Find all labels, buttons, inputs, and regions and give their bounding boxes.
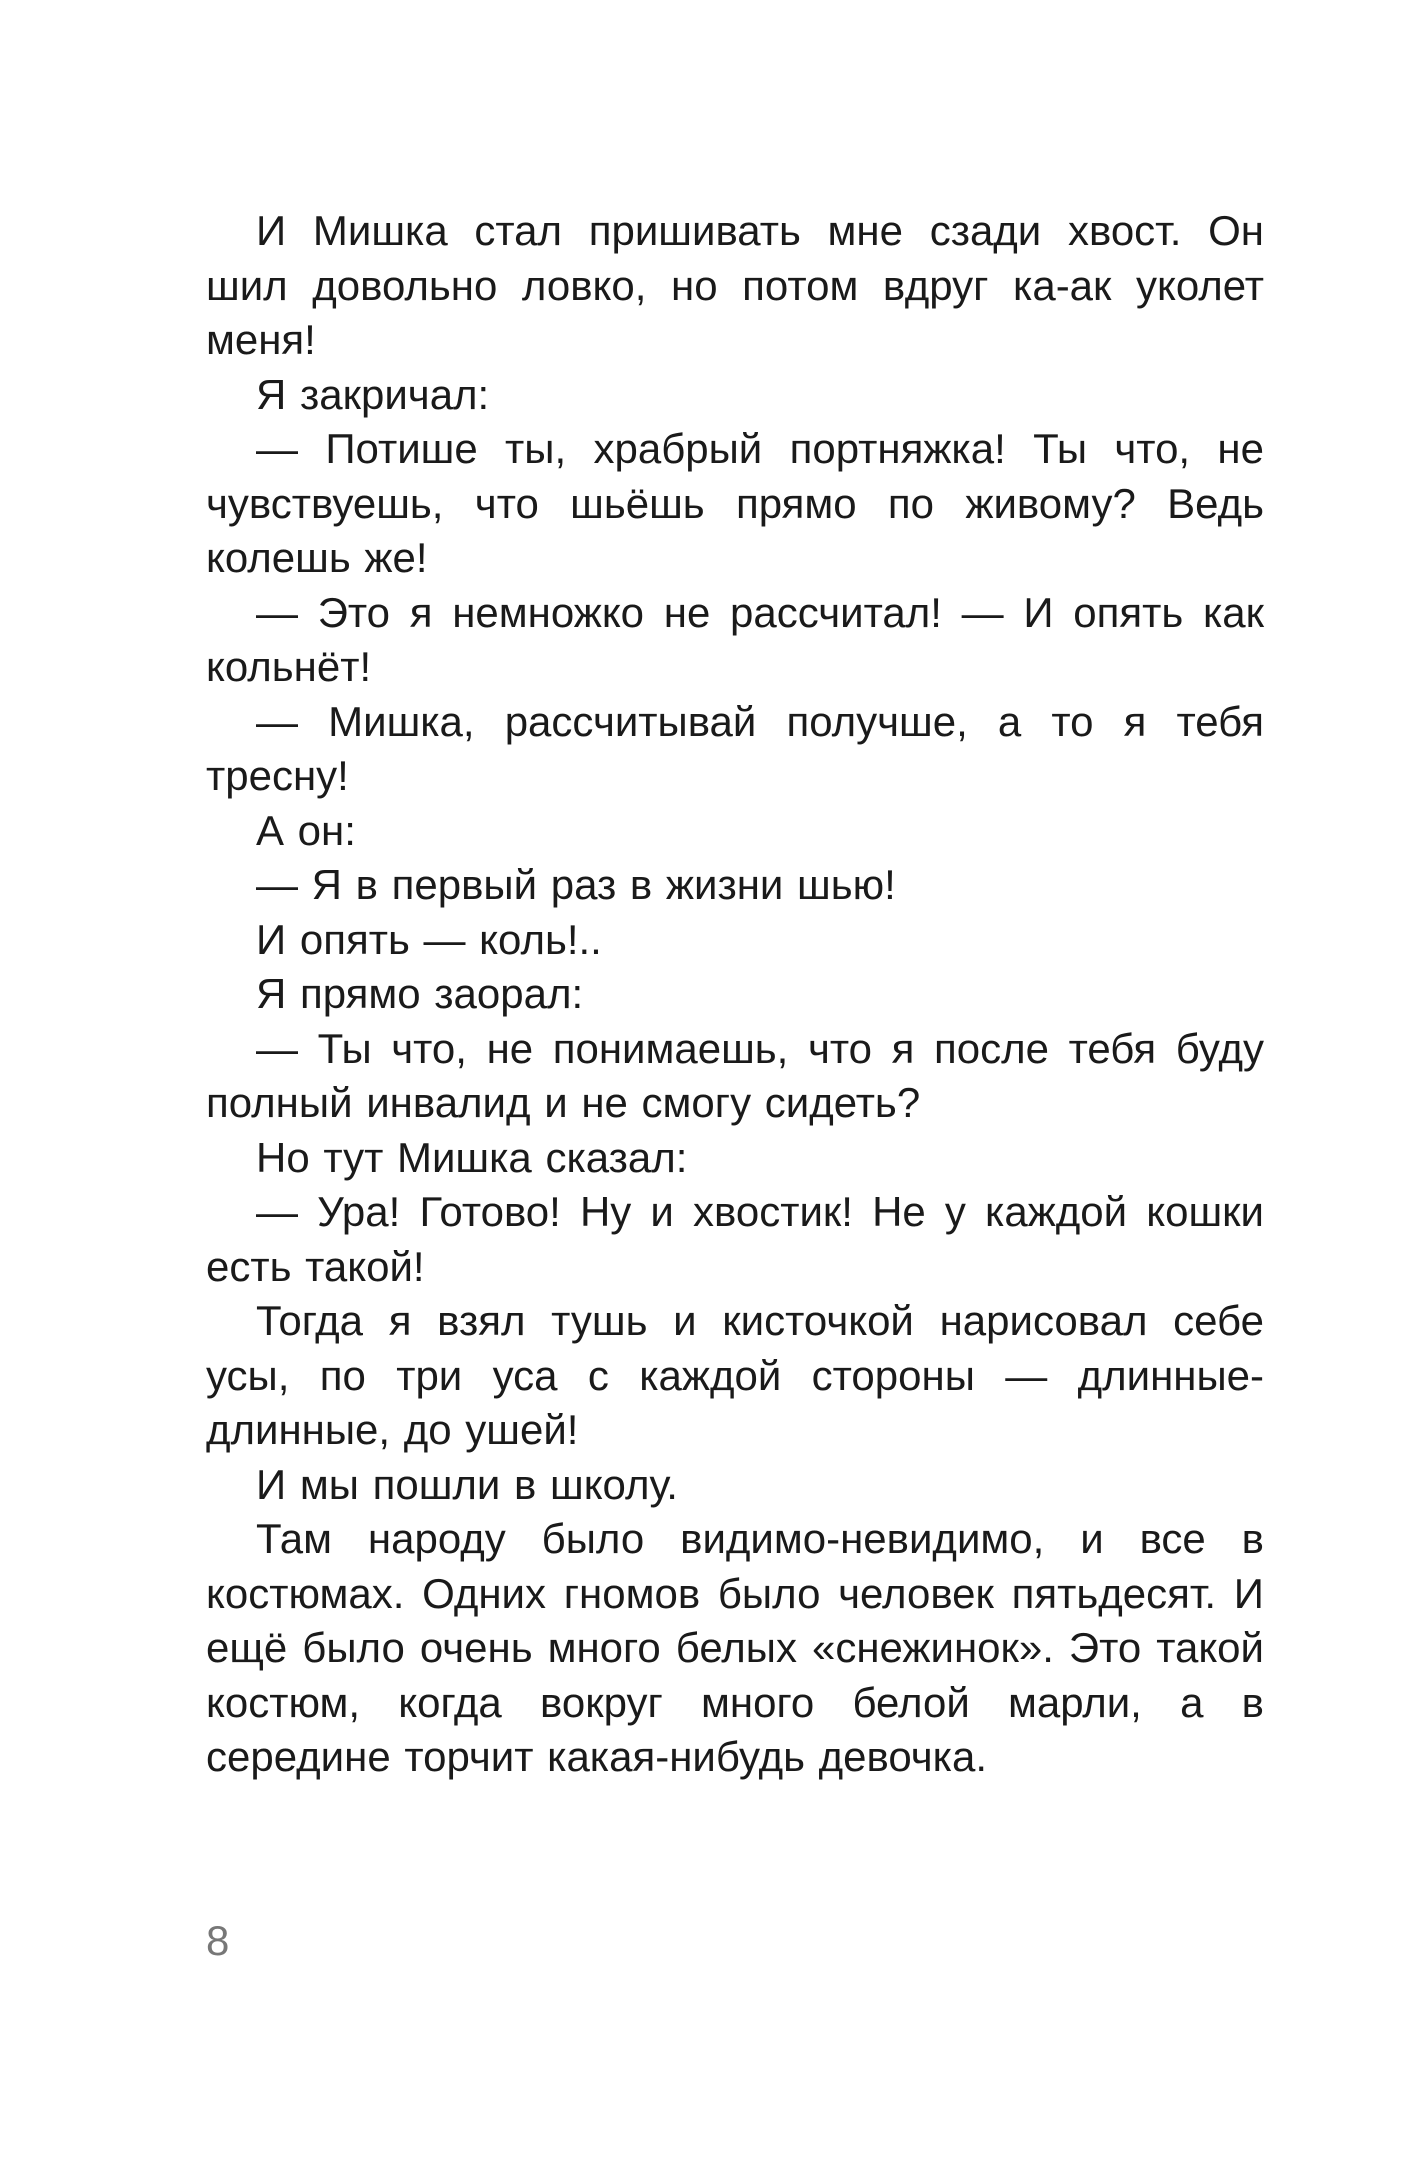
paragraph: — Ты что, не понимаешь, что я после тебя буду полный инвалид и не смогу сидеть?: [206, 1024, 1264, 1126]
paragraph: — Ура! Готово! Ну и хвостик! Не у каждой кошки есть такой!: [206, 1188, 1264, 1290]
body-text: [206, 204, 1264, 1785]
paragraph: — Это я немножко не рассчитал! — И опять как кольнёт!: [206, 588, 1264, 690]
paragraph: Я закричал:: [256, 370, 490, 418]
paragraph: — Я в первый раз в жизни шью!: [256, 861, 896, 908]
paragraph: Там народу было видимо-невидимо, и все в костюмах. Одних гномов было человек пятьдесят. И ещё было очень много белых «снежинок». Это такой костюм, когда вокруг много белой марли, а в середине торчит какая-нибудь девочка.: [206, 1515, 1264, 1780]
page-number: 8: [206, 1917, 230, 1964]
paragraph: — Потише ты, храбрый портняжка! Ты что, не чувствуешь, что шьёшь прямо по живому? Ведь колешь же!: [206, 425, 1264, 581]
paragraph: А он:: [256, 806, 356, 854]
paragraph: И мы пошли в школу.: [256, 1460, 678, 1508]
paragraph: И Мишка стал пришивать мне сзади хвост. Он шил довольно ловко, но потом вдруг ка-ак уколет меня!: [206, 207, 1264, 363]
paragraph: Тогда я взял тушь и кисточкой нарисовал себе усы, по три уса с каждой стороны — длинные-длинные, до ушей!: [206, 1297, 1264, 1453]
paragraph: — Мишка, рассчитывай получше, а то я тебя тресну!: [206, 697, 1264, 799]
paragraph: И опять — коль!..: [256, 915, 602, 963]
paragraph: Но тут Мишка сказал:: [256, 1133, 688, 1181]
paragraph: Я прямо заорал:: [256, 970, 584, 1017]
